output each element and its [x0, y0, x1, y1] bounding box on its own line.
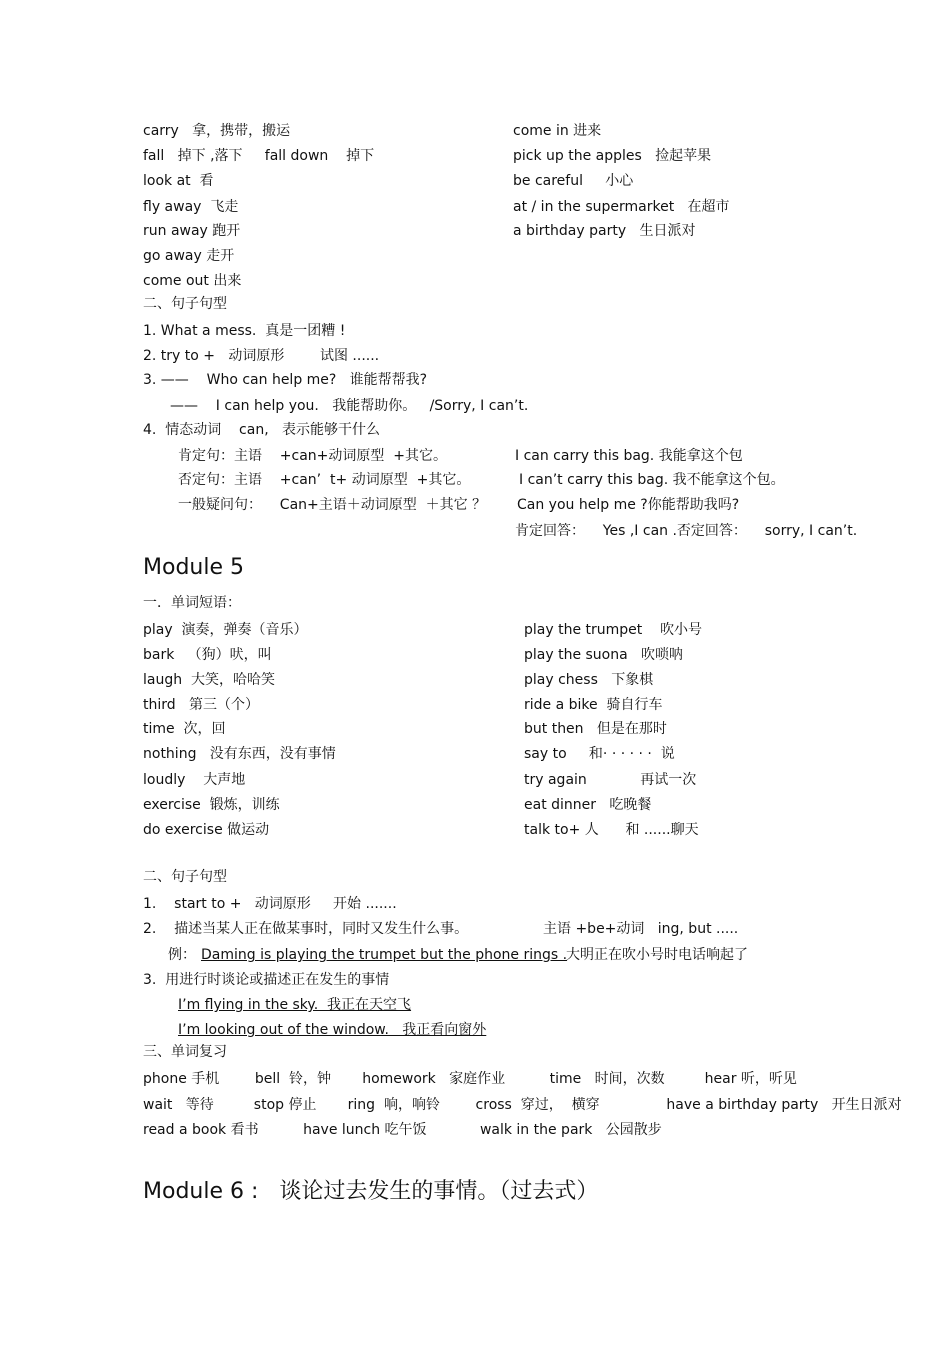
m5-vocab-right-5: but then 但是在那时	[524, 721, 667, 737]
m4-question-example: Can you help me ?你能帮助我吗?	[517, 497, 740, 513]
m4-vocab-left-4: fly away 飞走	[143, 199, 239, 215]
m4-vocab-left-5: run away 跑开	[143, 223, 241, 239]
m5-vocab-left-8: exercise 锻炼，训练	[143, 797, 280, 813]
m4-vocab-right-5: a birthday party 生日派对	[513, 223, 696, 239]
m5-vocab-left-1: play 演奏，弹奏（音乐）	[143, 622, 308, 638]
m5-example-label: 例：	[168, 947, 196, 963]
m5-review-line-1: phone 手机 bell 铃，钟 homework 家庭作业 time 时间，次数 hear 听，听见	[143, 1071, 797, 1087]
m5-sentence-3: 3. 用进行时谈论或描述正在发生的事情	[143, 972, 390, 988]
m5-vocab-right-6: say to 和· · · · · · 说	[524, 746, 675, 762]
m4-sentence-4: 4. 情态动词 can, 表示能够干什么	[143, 422, 381, 438]
m4-positive-rule: 肯定句：主语 +can+动词原型 +其它。	[178, 448, 448, 464]
m4-vocab-left-6: go away 走开	[143, 248, 235, 264]
module-6-title: Module 6 : 谈论过去发生的事情。（过去式）	[143, 1179, 599, 1204]
m5-vocab-left-5: time 次，回	[143, 721, 226, 737]
m5-review-line-3: read a book 看书 have lunch 吃午饭 walk in the park 公园散步	[143, 1122, 662, 1138]
m4-sentences-heading: 二、句子句型	[143, 296, 227, 312]
m4-positive-example: I can carry this bag. 我能拿这个包	[515, 448, 743, 464]
m4-vocab-right-3: be careful 小心	[513, 173, 634, 189]
m4-answers: 肯定回答： Yes ,I can .否定回答： sorry, I can’t.	[515, 523, 858, 539]
m4-vocab-right-4: at / in the supermarket 在超市	[513, 199, 730, 215]
m5-vocab-right-3: play chess 下象棋	[524, 672, 654, 688]
m5-vocab-heading: 一．单词短语：	[143, 595, 241, 611]
m5-example-sentence: Daming is playing the trumpet but the phone rings .	[201, 947, 568, 963]
m5-example-translation: 大明正在吹小号时电话响起了	[566, 947, 748, 963]
m4-vocab-right-1: come in 进来	[513, 123, 602, 139]
m5-sentence-3b: I’m looking out of the window. 我正看向窗外	[178, 1022, 487, 1038]
m5-vocab-right-1: play the trumpet 吹小号	[524, 622, 703, 638]
m4-vocab-left-1: carry 拿，携带，搬运	[143, 123, 291, 139]
m5-vocab-left-7: loudly 大声地	[143, 772, 246, 788]
m4-negative-example: I can’t carry this bag. 我不能拿这个包。	[519, 472, 785, 488]
m5-sentence-2-desc: 2. 描述当某人正在做某事时，同时又发生什么事。	[143, 921, 469, 937]
m4-sentence-1: 1. What a mess. 真是一团糟 !	[143, 323, 346, 339]
m5-sentence-3a: I’m flying in the sky. 我正在天空飞	[178, 997, 412, 1013]
m4-negative-rule: 否定句：主语 +can’ t+ 动词原型 +其它。	[178, 472, 471, 488]
m5-sentences-heading: 二、句子句型	[143, 869, 227, 885]
m5-vocab-left-3: laugh 大笑，哈哈笑	[143, 672, 276, 688]
m5-vocab-left-4: third 第三（个）	[143, 697, 259, 713]
m5-vocab-right-7: try again 再试一次	[524, 772, 697, 788]
m5-sentence-1: 1. start to + 动词原形 开始 .......	[143, 896, 397, 912]
m4-vocab-left-7: come out 出来	[143, 273, 242, 289]
m4-sentence-2: 2. try to + 动词原形 试图 ......	[143, 348, 380, 364]
m5-vocab-left-2: bark （狗）吠，叫	[143, 647, 272, 663]
m4-vocab-left-2: fall 掉下 ,落下 fall down 掉下	[143, 148, 375, 164]
m5-vocab-right-8: eat dinner 吃晚餐	[524, 797, 652, 813]
m5-review-heading: 三、单词复习	[143, 1044, 227, 1060]
m5-vocab-right-2: play the suona 吹唢呐	[524, 647, 684, 663]
m4-sentence-3b: —— I can help you. 我能帮助你。 /Sorry, I can’t.	[170, 398, 529, 414]
m4-vocab-right-2: pick up the apples 捡起苹果	[513, 148, 712, 164]
m5-vocab-left-9: do exercise 做运动	[143, 822, 270, 838]
m4-question-rule: 一般疑问句： Can+主语＋动词原型 ＋其它 ？	[178, 497, 487, 513]
m5-vocab-left-6: nothing 没有东西，没有事情	[143, 746, 336, 762]
m5-sentence-2-rule: 主语 +be+动词 ing, but .....	[543, 921, 739, 937]
m5-vocab-right-9: talk to+ 人 和 ......聊天	[524, 822, 699, 838]
module-5-title: Module 5	[143, 555, 244, 580]
m4-vocab-left-3: look at 看	[143, 173, 214, 189]
m5-review-line-2: wait 等待 stop 停止 ring 响，响铃 cross 穿过， 横穿 have a birthday party 开生日派对	[143, 1097, 902, 1113]
m4-sentence-3a: 3. —— Who can help me? 谁能帮帮我?	[143, 372, 428, 388]
m5-vocab-right-4: ride a bike 骑自行车	[524, 697, 663, 713]
